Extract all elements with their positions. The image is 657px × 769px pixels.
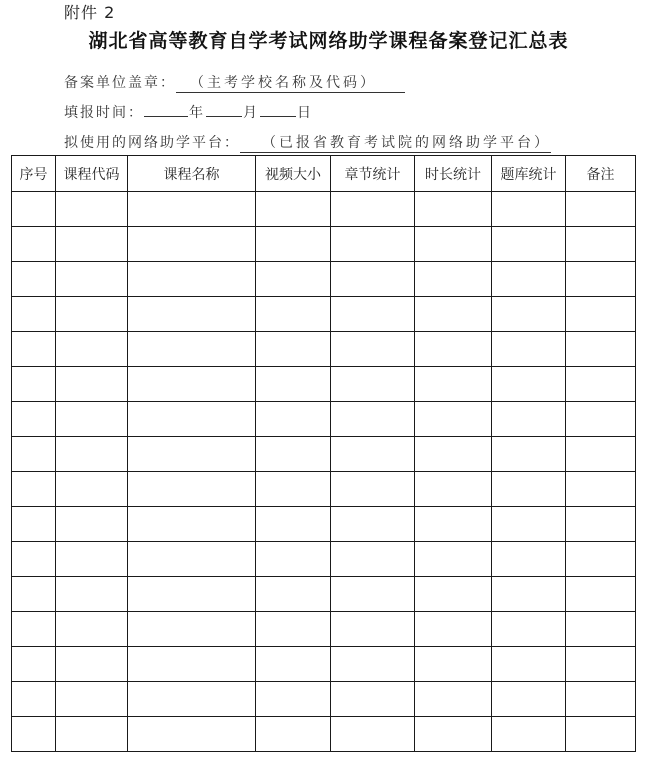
filing-unit-label: 备案单位盖章： xyxy=(64,75,176,91)
table-cell xyxy=(12,227,56,262)
table-cell xyxy=(128,297,256,332)
table-cell xyxy=(492,262,566,297)
table-cell xyxy=(128,612,256,647)
table-cell xyxy=(56,332,128,367)
table-cell xyxy=(331,262,415,297)
table-cell xyxy=(331,647,415,682)
table-row xyxy=(12,402,636,437)
table-cell xyxy=(256,577,331,612)
header-course-name: 课程名称 xyxy=(128,156,256,192)
table-cell xyxy=(12,542,56,577)
table-cell xyxy=(331,297,415,332)
table-cell xyxy=(415,682,492,717)
table-cell xyxy=(566,367,636,402)
table-cell xyxy=(56,577,128,612)
table-cell xyxy=(415,437,492,472)
header-remarks: 备注 xyxy=(566,156,636,192)
course-summary-table xyxy=(11,155,636,752)
table-cell xyxy=(56,612,128,647)
day-unit: 日 xyxy=(297,105,313,121)
table-cell xyxy=(128,192,256,227)
table-row xyxy=(12,577,636,612)
table-cell xyxy=(566,332,636,367)
year-blank xyxy=(144,116,188,117)
header-serial-number: 序号 xyxy=(12,156,56,192)
table-cell xyxy=(331,472,415,507)
table-cell xyxy=(12,192,56,227)
table-row xyxy=(12,332,636,367)
table-cell xyxy=(492,402,566,437)
header-question-bank-stats: 题库统计 xyxy=(492,156,566,192)
table-cell xyxy=(566,192,636,227)
table-cell xyxy=(256,367,331,402)
table-cell xyxy=(12,647,56,682)
table-row xyxy=(12,472,636,507)
table-cell xyxy=(256,297,331,332)
table-cell xyxy=(56,227,128,262)
table-cell xyxy=(256,192,331,227)
table-cell xyxy=(415,227,492,262)
table-cell xyxy=(12,367,56,402)
table-row xyxy=(12,227,636,262)
table-cell xyxy=(256,507,331,542)
table-cell xyxy=(415,262,492,297)
table-cell xyxy=(492,682,566,717)
table-cell xyxy=(415,542,492,577)
table-cell xyxy=(331,542,415,577)
table-cell xyxy=(566,507,636,542)
table-cell xyxy=(415,472,492,507)
table-cell xyxy=(492,472,566,507)
year-unit: 年 xyxy=(189,105,205,121)
table-cell xyxy=(331,717,415,752)
table-cell xyxy=(56,367,128,402)
table-cell xyxy=(128,437,256,472)
table-cell xyxy=(492,227,566,262)
table-cell xyxy=(566,612,636,647)
table-cell xyxy=(256,332,331,367)
table-cell xyxy=(415,402,492,437)
table-row xyxy=(12,612,636,647)
table-cell xyxy=(566,717,636,752)
table-cell xyxy=(12,612,56,647)
table-cell xyxy=(256,647,331,682)
table-cell xyxy=(56,507,128,542)
table-cell xyxy=(331,192,415,227)
table-body xyxy=(12,192,636,752)
table-cell xyxy=(492,332,566,367)
document-title: 湖北省高等教育自学考试网络助学课程备案登记汇总表 xyxy=(88,30,569,52)
platform-line xyxy=(64,133,551,153)
table-cell xyxy=(415,717,492,752)
filing-unit-field: （主考学校名称及代码） xyxy=(176,74,405,93)
table-cell xyxy=(12,262,56,297)
table-cell xyxy=(12,577,56,612)
fill-time-label: 填报时间： xyxy=(64,105,144,121)
table-cell xyxy=(492,192,566,227)
table-cell xyxy=(566,262,636,297)
table-cell xyxy=(566,472,636,507)
table-cell xyxy=(415,192,492,227)
table-cell xyxy=(415,332,492,367)
table-cell xyxy=(492,577,566,612)
month-unit: 月 xyxy=(243,105,259,121)
table-row xyxy=(12,367,636,402)
table-cell xyxy=(566,577,636,612)
table-cell xyxy=(128,472,256,507)
table-row xyxy=(12,647,636,682)
table-cell xyxy=(12,332,56,367)
table-cell xyxy=(256,472,331,507)
table-cell xyxy=(331,507,415,542)
table-cell xyxy=(128,717,256,752)
table-cell xyxy=(566,227,636,262)
header-duration-stats: 时长统计 xyxy=(415,156,492,192)
table-cell xyxy=(128,367,256,402)
table-cell xyxy=(415,367,492,402)
table-cell xyxy=(566,647,636,682)
table-cell xyxy=(566,542,636,577)
table-cell xyxy=(56,542,128,577)
table-cell xyxy=(331,402,415,437)
table-cell xyxy=(56,262,128,297)
table-cell xyxy=(331,682,415,717)
table-cell xyxy=(415,507,492,542)
table-cell xyxy=(128,682,256,717)
table-cell xyxy=(331,437,415,472)
header-chapter-stats: 章节统计 xyxy=(331,156,415,192)
table-cell xyxy=(256,262,331,297)
table-cell xyxy=(128,262,256,297)
table-cell xyxy=(492,542,566,577)
header-video-size: 视频大小 xyxy=(256,156,331,192)
table-row xyxy=(12,507,636,542)
table-cell xyxy=(331,367,415,402)
table-row xyxy=(12,682,636,717)
table-cell xyxy=(128,332,256,367)
table-cell xyxy=(128,577,256,612)
table-cell xyxy=(415,577,492,612)
table-cell xyxy=(56,192,128,227)
table-cell xyxy=(256,402,331,437)
table-cell xyxy=(12,472,56,507)
table-row xyxy=(12,717,636,752)
header-course-code: 课程代码 xyxy=(56,156,128,192)
table-row xyxy=(12,262,636,297)
table-row xyxy=(12,192,636,227)
table-cell xyxy=(256,542,331,577)
table-cell xyxy=(331,612,415,647)
table-cell xyxy=(566,682,636,717)
table-cell xyxy=(12,717,56,752)
table-row xyxy=(12,542,636,577)
table-cell xyxy=(128,647,256,682)
table-cell xyxy=(415,297,492,332)
table-cell xyxy=(256,612,331,647)
month-blank xyxy=(206,116,242,117)
table-cell xyxy=(492,647,566,682)
table-cell xyxy=(566,402,636,437)
table-cell xyxy=(256,682,331,717)
table-cell xyxy=(492,367,566,402)
table-cell xyxy=(492,717,566,752)
table-cell xyxy=(56,402,128,437)
table-cell xyxy=(566,437,636,472)
table-cell xyxy=(331,577,415,612)
table-cell xyxy=(12,297,56,332)
table-cell xyxy=(56,437,128,472)
table-cell xyxy=(492,437,566,472)
table-cell xyxy=(566,297,636,332)
table-cell xyxy=(12,402,56,437)
table-cell xyxy=(56,717,128,752)
table-cell xyxy=(128,542,256,577)
table-cell xyxy=(492,297,566,332)
table-cell xyxy=(492,612,566,647)
table-cell xyxy=(56,472,128,507)
table-cell xyxy=(256,717,331,752)
table-cell xyxy=(256,437,331,472)
fill-time-line xyxy=(64,103,314,123)
table-cell xyxy=(128,402,256,437)
table-cell xyxy=(256,227,331,262)
table-cell xyxy=(56,682,128,717)
table-header-row xyxy=(12,156,636,192)
attachment-label: 附件 2 xyxy=(64,3,116,22)
platform-label: 拟使用的网络助学平台： xyxy=(64,135,240,151)
filing-unit-line xyxy=(64,73,405,93)
table-cell xyxy=(331,227,415,262)
day-blank xyxy=(260,116,296,117)
table-row xyxy=(12,437,636,472)
table-cell xyxy=(492,507,566,542)
table-cell xyxy=(56,647,128,682)
table-cell xyxy=(128,227,256,262)
table-cell xyxy=(415,647,492,682)
table-cell xyxy=(12,682,56,717)
table-cell xyxy=(12,437,56,472)
table-cell xyxy=(331,332,415,367)
table-cell xyxy=(128,507,256,542)
table-row xyxy=(12,297,636,332)
table-cell xyxy=(415,612,492,647)
table-cell xyxy=(56,297,128,332)
platform-field: （已报省教育考试院的网络助学平台） xyxy=(240,134,551,153)
table-cell xyxy=(12,507,56,542)
